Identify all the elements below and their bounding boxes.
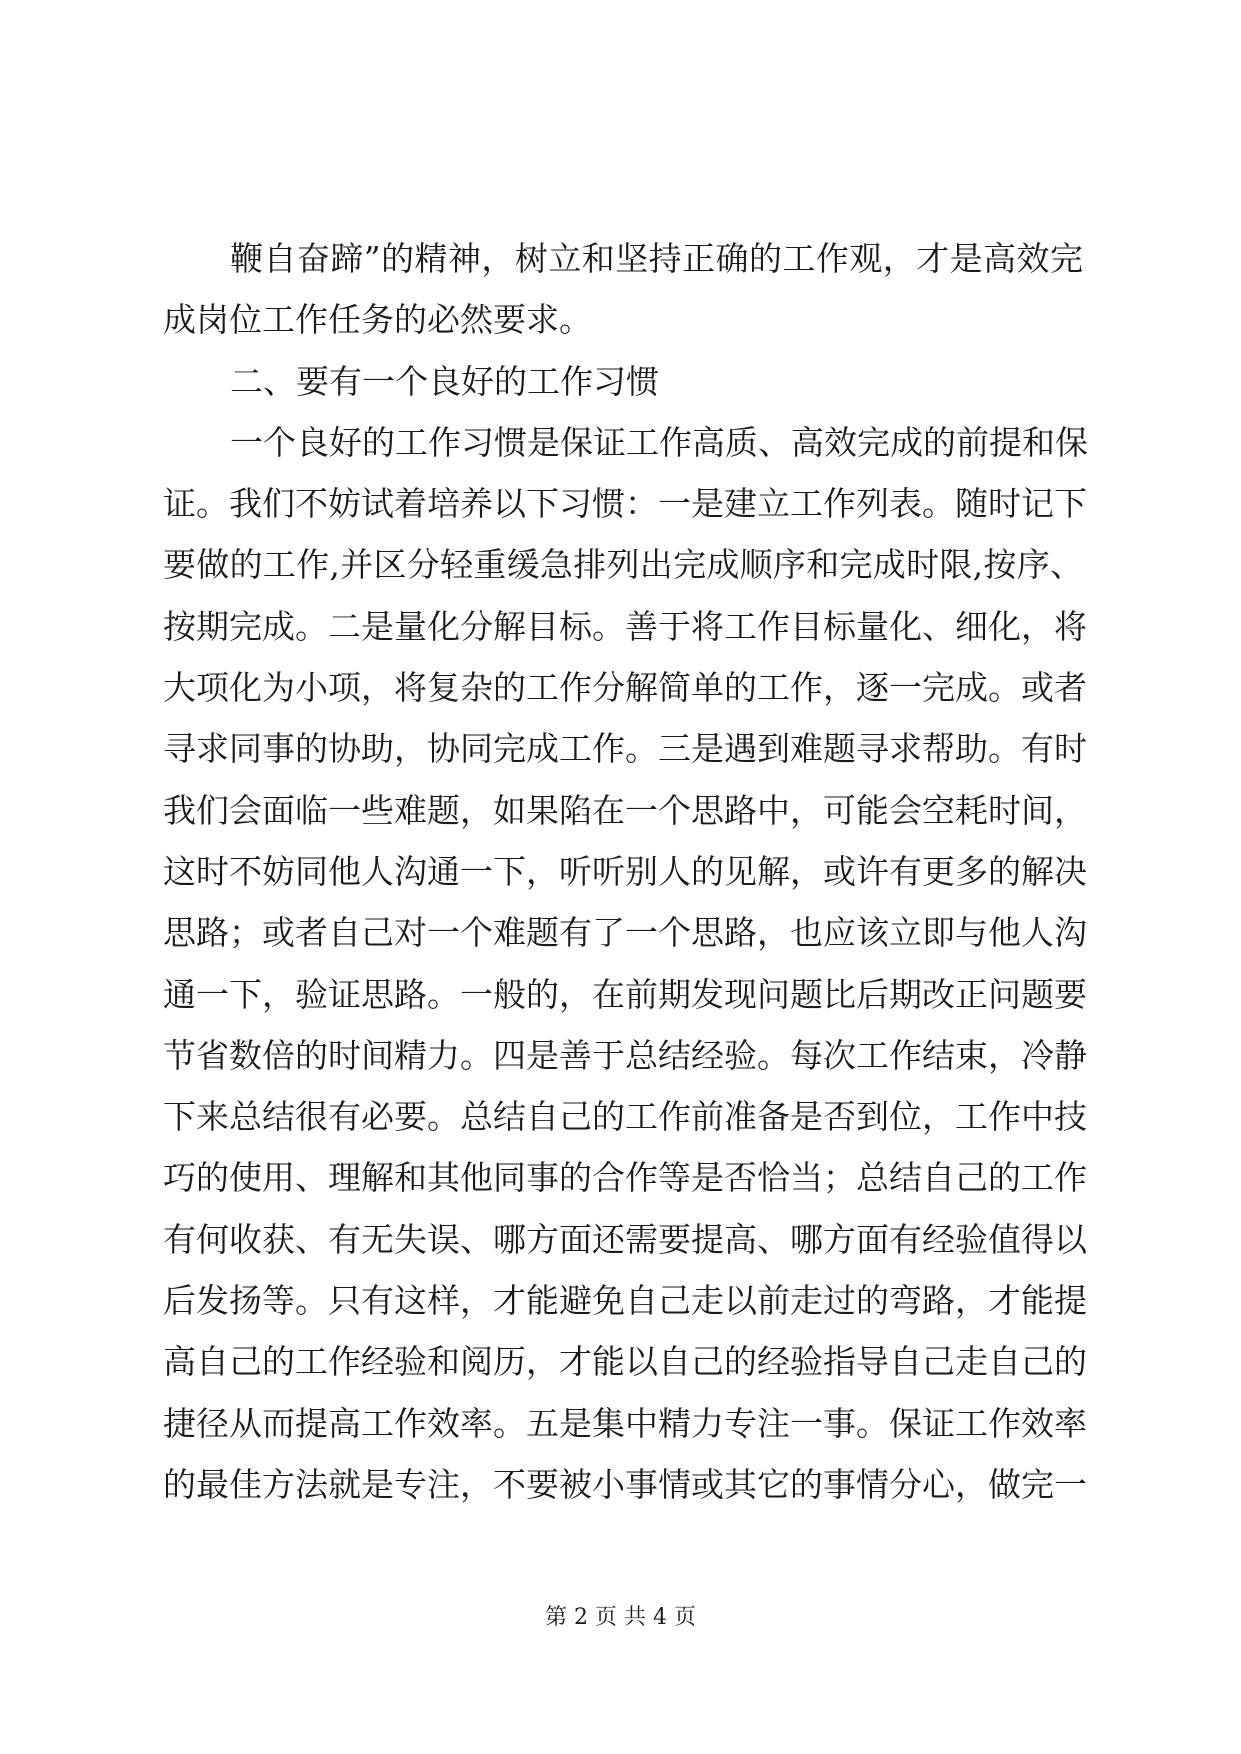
text-line: 证。我们不妨试着培养以下习惯：一是建立工作列表。随时记下 xyxy=(163,484,1087,524)
text-line: 成岗位工作任务的必然要求。 xyxy=(163,300,592,340)
body-text xyxy=(163,228,1088,1515)
section-heading: 二、要有一个良好的工作习惯 xyxy=(230,361,659,401)
text-line: 下来总结很有必要。总结自己的工作前准备是否到位，工作中技 xyxy=(163,1097,1087,1137)
text-line: 这时不妨同他人沟通一下，听听别人的见解，或许有更多的解决 xyxy=(163,851,1087,891)
text-line: 高自己的工作经验和阅历，才能以自己的经验指导自己走自己的 xyxy=(163,1342,1087,1382)
page-number-footer: 第 2 页 共 4 页 xyxy=(545,1605,696,1630)
text-line: 思路；或者自己对一个难题有了一个思路，也应该立即与他人沟 xyxy=(163,913,1087,953)
text-line: 鞭自奋蹄”的精神，树立和坚持正确的工作观，才是高效完 xyxy=(230,239,1083,278)
text-line: 寻求同事的协助，协同完成工作。三是遇到难题寻求帮助。有时 xyxy=(163,729,1087,769)
text-line: 大项化为小项，将复杂的工作分解简单的工作，逐一完成。或者 xyxy=(163,668,1087,708)
text-line: 我们会面临一些难题，如果陷在一个思路中，可能会空耗时间， xyxy=(163,790,1087,830)
text-line: 通一下，验证思路。一般的，在前期发现问题比后期改正问题要 xyxy=(163,974,1087,1014)
text-line: 按期完成。二是量化分解目标。善于将工作目标量化、细化，将 xyxy=(163,606,1087,646)
text-line: 的最佳方法就是专注，不要被小事情或其它的事情分心，做完一 xyxy=(163,1464,1087,1504)
text-line: 节省数倍的时间精力。四是善于总结经验。每次工作结束，冷静 xyxy=(163,1035,1087,1075)
text-line: 有何收获、有无失误、哪方面还需要提高、哪方面有经验值得以 xyxy=(163,1219,1087,1259)
text-line: 要做的工作,并区分轻重缓急排列出完成顺序和完成时限,按序、 xyxy=(163,545,1083,585)
text-line: 巧的使用、理解和其他同事的合作等是否恰当；总结自己的工作 xyxy=(163,1158,1087,1198)
text-line: 一个良好的工作习惯是保证工作高质、高效完成的前提和保 xyxy=(230,422,1088,462)
text-line: 后发扬等。只有这样，才能避免自己走以前走过的弯路，才能提 xyxy=(163,1281,1087,1321)
text-line: 捷径从而提高工作效率。五是集中精力专注一事。保证工作效率 xyxy=(163,1403,1087,1443)
